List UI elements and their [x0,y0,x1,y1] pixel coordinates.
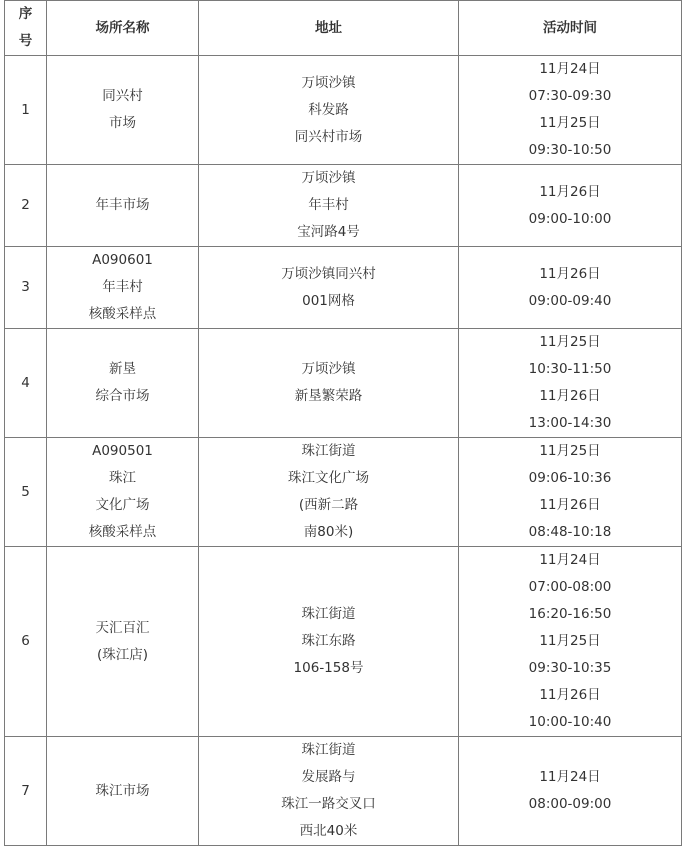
cell-activity-time-line: 09:00-09:40 [528,292,612,309]
cell-activity-time-line: 11月25日 [539,443,601,459]
cell-activity-time-line: 07:00-08:00 [528,579,612,595]
cell-venue-name-line: 同兴村 [102,88,143,104]
cell-venue-name [47,56,199,165]
cell-serial-number-text: 3 [21,279,30,295]
cell-address-line: 001网格 [302,292,355,309]
cell-address-line: 万顷沙镇 [301,361,356,377]
cell-serial-number [5,56,47,165]
cell-address-line: 新垦繁荣路 [294,388,363,404]
cell-activity-time [459,438,682,547]
cell-address [199,737,459,846]
cell-venue-name-line: 核酸采样点 [88,524,157,540]
header-venue-name [47,1,199,56]
cell-address-line: 年丰村 [308,197,349,213]
cell-serial-number-text: 1 [21,101,30,118]
header-activity-time-text: 活动时间 [543,19,597,36]
cell-address-line: 珠江一路交叉口 [281,796,376,812]
cell-venue-name [47,737,199,846]
cell-venue-name-line: 年丰村 [102,279,143,295]
cell-activity-time-line: 11月24日 [539,61,601,77]
cell-venue-name-line: 综合市场 [95,388,150,404]
cell-activity-time [459,247,682,329]
cell-activity-time-line: 11月26日 [539,265,601,282]
header-address-text: 地址 [315,19,342,36]
cell-address-line: 发展路与 [301,769,356,785]
cell-venue-name-line: 新垦 [109,361,136,377]
cell-activity-time-line: 11月26日 [539,388,601,404]
cell-address-line: 106-158号 [293,660,364,676]
table-row [5,329,682,438]
cell-venue-name-line: A090601 [92,252,153,268]
cell-activity-time-line: 11月24日 [539,552,601,568]
cell-venue-name [47,329,199,438]
cell-address [199,247,459,329]
cell-serial-number-text: 6 [21,633,30,649]
cell-venue-name-line: 文化广场 [95,497,150,513]
cell-address-line: (西新二路 [298,497,359,513]
cell-activity-time-line: 09:00-10:00 [528,210,612,227]
cell-activity-time [459,56,682,165]
cell-address-line: 宝河路4号 [297,224,360,240]
cell-activity-time-line: 09:06-10:36 [528,470,612,486]
cell-address [199,165,459,247]
cell-address-line: 南80米) [303,524,354,540]
cell-address-line: 珠江街道 [301,742,356,758]
cell-address [199,438,459,547]
header-serial-number-line: 号 [18,33,33,49]
cell-activity-time-line: 10:30-11:50 [528,361,612,377]
cell-serial-number [5,438,47,547]
cell-activity-time-line: 11月26日 [539,183,601,200]
cell-activity-time-line: 13:00-14:30 [528,415,612,431]
cell-venue-name-line: 年丰市场 [95,197,150,213]
header-address [199,1,459,56]
cell-address-line: 珠江街道 [301,606,356,622]
cell-venue-name-line: 珠江 [109,470,136,486]
cell-venue-name-line: 天汇百汇 [95,619,150,636]
cell-serial-number [5,165,47,247]
table-row [5,165,682,247]
cell-activity-time-line: 11月26日 [539,497,601,513]
cell-activity-time [459,329,682,438]
cell-venue-name-line: A090501 [92,443,153,459]
cell-address [199,547,459,737]
cell-serial-number-text: 2 [21,197,30,213]
cell-address-line: 西北40米 [299,823,358,839]
table-row [5,737,682,846]
cell-address-line: 科发路 [308,101,349,118]
cell-address-line: 同兴村市场 [294,128,363,145]
cell-venue-name-line: 珠江市场 [95,782,150,799]
cell-activity-time-line: 08:00-09:00 [528,796,612,812]
cell-serial-number [5,737,47,846]
cell-activity-time-line: 08:48-10:18 [528,524,612,540]
cell-address-line: 珠江东路 [301,633,356,649]
cell-activity-time [459,547,682,737]
cell-activity-time-line: 16:20-16:50 [528,606,612,622]
cell-address-line: 珠江文化广场 [288,470,369,486]
table-row [5,438,682,547]
cell-activity-time-line: 11月24日 [539,769,601,785]
cell-address-line: 万顷沙镇 [301,74,356,91]
header-activity-time [459,1,682,56]
cell-activity-time-line: 09:30-10:50 [528,142,612,158]
header-venue-name-text: 场所名称 [95,19,150,36]
cell-activity-time-line: 11月25日 [539,633,601,649]
cell-activity-time [459,165,682,247]
cell-serial-number [5,547,47,737]
table-body [5,56,682,846]
cell-activity-time [459,737,682,846]
cell-venue-name [47,165,199,247]
table-row [5,547,682,737]
cell-serial-number [5,247,47,329]
cell-address-line: 珠江街道 [301,443,356,459]
cell-activity-time-line: 10:00-10:40 [528,714,612,730]
header-serial-number [5,1,47,56]
cell-activity-time-line: 11月25日 [539,334,601,350]
cell-activity-time-line: 07:30-09:30 [528,88,612,104]
table-row [5,56,682,165]
header-serial-number-line: 序 [18,6,33,22]
cell-address [199,56,459,165]
cell-venue-name-line: 市场 [109,115,136,131]
cell-venue-name-line: (珠江店) [96,646,149,663]
cell-venue-name [47,247,199,329]
cell-serial-number-text: 4 [21,374,30,391]
cell-serial-number [5,329,47,438]
cell-venue-name [47,438,199,547]
cell-address-line: 万顷沙镇 [301,170,356,186]
cell-serial-number-text: 7 [21,782,30,799]
header-row [5,1,682,56]
cell-venue-name-line: 核酸采样点 [88,306,157,322]
cell-venue-name [47,547,199,737]
table-row [5,247,682,329]
cell-activity-time-line: 11月25日 [539,115,601,131]
cell-serial-number-text: 5 [21,483,30,500]
cell-activity-time-line: 09:30-10:35 [528,660,612,676]
cell-address-line: 万顷沙镇同兴村 [281,265,376,282]
cell-address [199,329,459,438]
schedule-table [4,0,682,846]
cell-activity-time-line: 11月26日 [539,687,601,703]
